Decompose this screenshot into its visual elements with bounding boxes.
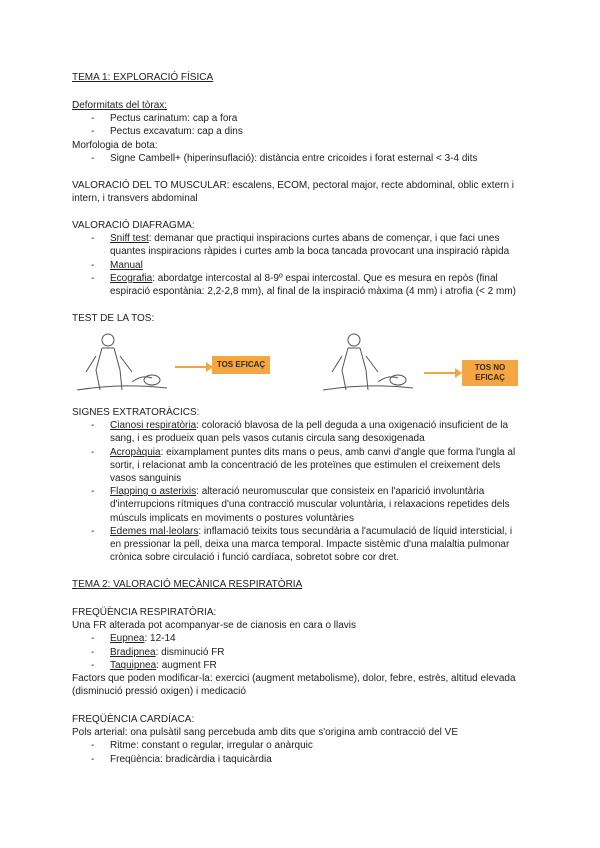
deformitats-section xyxy=(72,99,522,165)
tos-no-eficac-badge: TOS NO EFICAÇ xyxy=(462,360,518,386)
list-item: - Edemes mal·leolars: inflamació teixits tous secundària a l'acumulació de líquid intersticial, i en pressionar la pell, deixa una marca temporal. Impacte sistèmic d'una malaltia pulmonar crònica sobre circulació i funció cardíaca, sobretot sobre cor dret. xyxy=(72,525,522,565)
list-item: - Flapping o asterixis: alteració neuromuscular que consisteix en l'aparició involuntària d'interrupcions rítmiques d'una contracció muscular voluntària, i relaxacions repetides dels músculs implicats en moviments o postures voluntàries xyxy=(72,485,522,525)
list-item: - Eupnea: 12-14 xyxy=(72,632,522,645)
list-item: - Pectus carinatum: cap a fora xyxy=(72,112,522,125)
tos-eficac-badge: TOS EFICAÇ xyxy=(212,356,270,374)
fc-section: FREQÜÈNCIA CARDÍACA: Pols arterial: ona pulsàtil sang percebuda amb dits que s'origina amb contracció del VE - Ritme: constant o regular, irregular o anàrquic - Freqüència: bradicàrdia i taquicàrdia xyxy=(72,713,522,766)
fc-heading: FREQÜÈNCIA CARDÍACA: xyxy=(72,714,195,725)
list-item: - Acropàquia: eixamplament puntes dits mans o peus, amb canvi d'angle que forma l'ungla al sortir, i relacionat amb la concentració de les proteïnes que estimulen el creixement dels vasos sanguinis xyxy=(72,446,522,486)
signes-section xyxy=(72,406,522,564)
to-muscular-section: VALORACIÓ DEL TO MUSCULAR: escalens, ECOM, pectoral major, recte abdominal, oblic extern i intern, i transvers abdominal xyxy=(72,180,515,205)
list-item: - Bradipnea: disminució FR xyxy=(72,646,522,659)
cough-test-illustration-left xyxy=(72,330,172,398)
tema1-title: TEMA 1: EXPLORACIÓ FÍSICA xyxy=(72,72,214,83)
tos-heading: TEST DE LA TOS: xyxy=(72,313,155,324)
deformitats-heading: Deformitats del tòrax: xyxy=(72,100,168,111)
list-item: - Ecografia: abordatge intercostal al 8-9º espai intercostal. Que es mesura en repòs (final espiració espontània: 2,2-2,8 mm), al final de la inspiració màxima (4 mm) i atrofia (< 2 mm) xyxy=(72,272,522,298)
tema2-title: TEMA 2: VALORACIÓ MECÀNICA RESPIRATÒRIA xyxy=(72,579,303,590)
arrow-icon xyxy=(175,366,207,368)
list-item: - Signe Cambell+ (hiperinsuflació): distància entre cricoides i forat esternal < 3-4 dits xyxy=(72,152,522,165)
list-item: - Ritme: constant o regular, irregular o anàrquic xyxy=(72,739,522,752)
list-item: - Freqüència: bradicàrdia i taquicàrdia xyxy=(72,753,522,766)
fr-section: FREQÜÈNCIA RESPIRATÒRIA: Una FR alterada pot acompanyar-se de cianosis en cara o llavis - Eupnea: 12-14 - Bradipnea: disminució FR - Taquipnea: augment FR Factors que poden modificar-la: exercici (augment metabolisme), dolor, febre, estrès, altitud elevada (disminució pressió oxigen) i medicació xyxy=(72,606,522,698)
cough-test-illustration-right xyxy=(318,330,418,398)
list-item: - Manual xyxy=(72,259,522,272)
list-item: - Pectus excavatum: cap a dins xyxy=(72,125,522,138)
signes-heading: SIGNES EXTRATORÀCICS: xyxy=(72,407,200,418)
list-item: - Cianosi respiratòria: coloració blavosa de la pell deguda a una oxigenació insuficient de la sang, i es produeix quan pels vasos cutanis circula sang desoxigenada xyxy=(72,419,522,445)
diafragma-section xyxy=(72,219,522,298)
arrow-icon xyxy=(424,372,456,374)
list-item: - Sniff test: demanar que practiqui inspiracions curtes abans de començar, i que faci unes quantes inspiracions ràpides i curtes amb la boca tancada provocant una inspiració ràpida xyxy=(72,232,522,258)
diafragma-heading: VALORACIÓ DIAFRAGMA: xyxy=(72,220,195,231)
bota-heading: Morfologia de bota: xyxy=(72,139,158,151)
fr-heading: FREQÜÈNCIA RESPIRATÒRIA: xyxy=(72,607,217,618)
list-item: - Taquipnea: augment FR xyxy=(72,659,522,672)
